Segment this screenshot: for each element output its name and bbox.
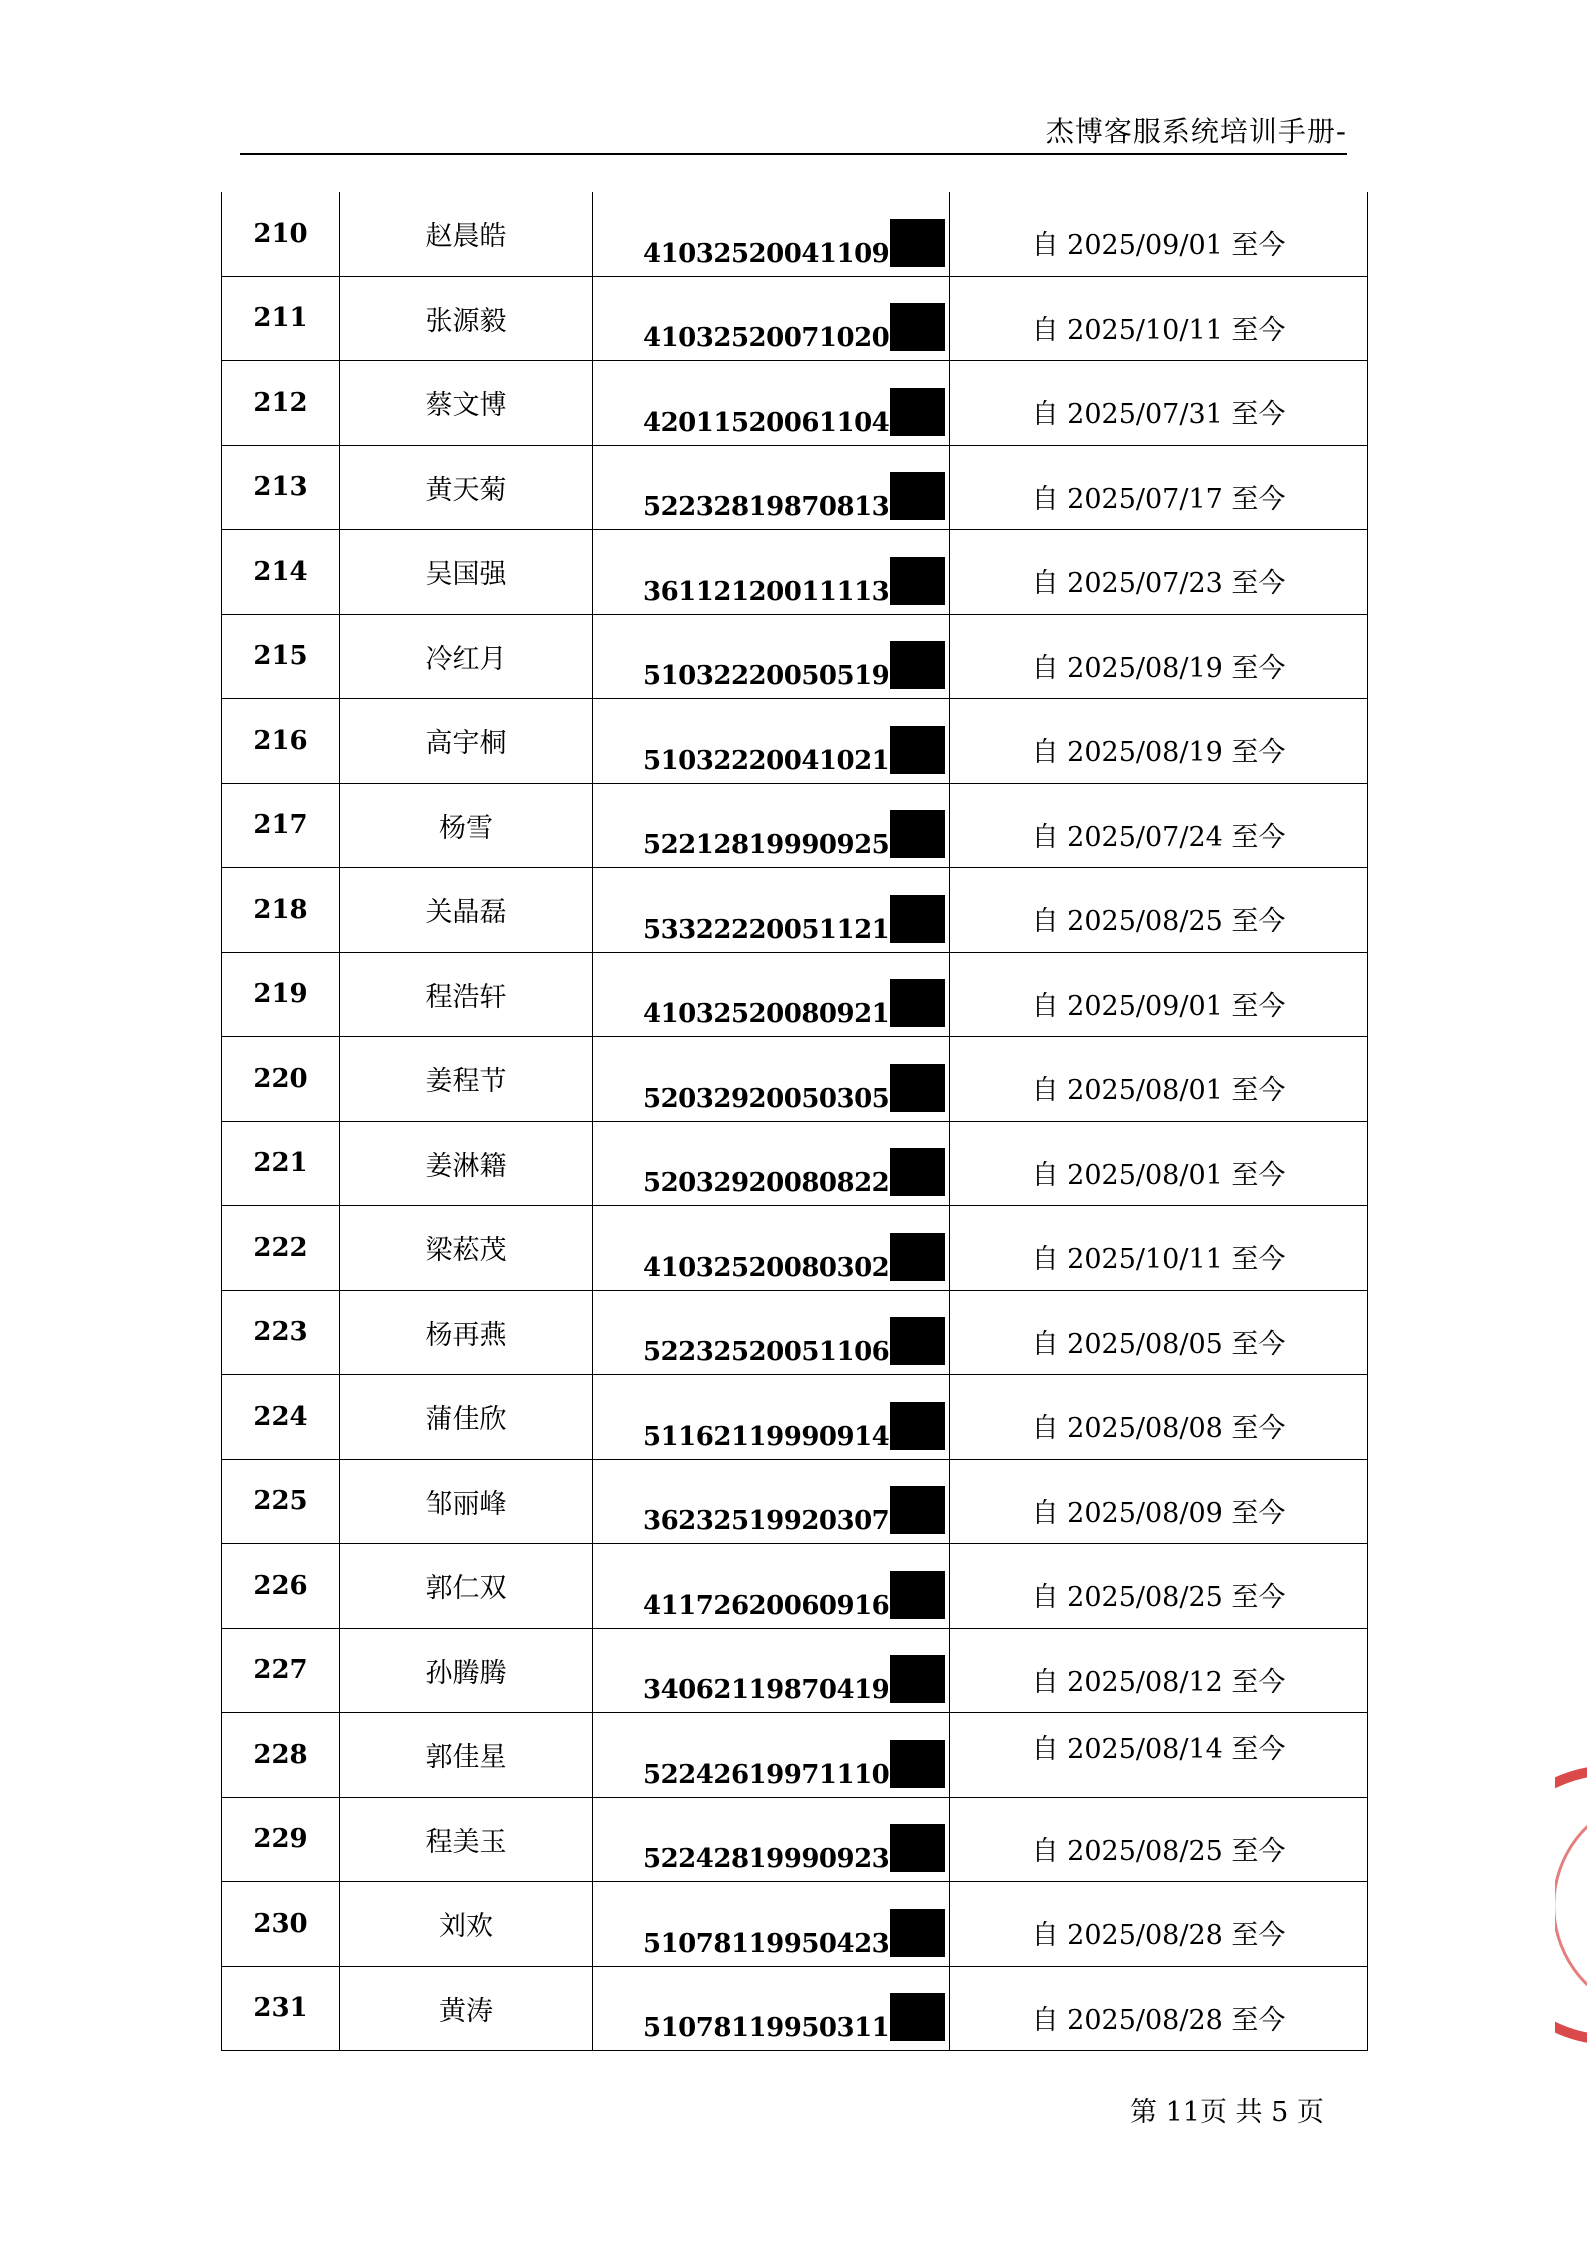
redaction-block — [890, 303, 945, 351]
start-date-cell — [950, 530, 1368, 615]
start-date-cell — [950, 192, 1368, 276]
start-date: 自 2025/08/25 至今 — [1031, 906, 1286, 938]
id-number: 41032520071020 — [643, 323, 890, 354]
row-number: 223 — [222, 1290, 340, 1375]
id-number: 34062119870419 — [643, 1675, 890, 1706]
redaction-block — [890, 895, 945, 943]
id-number-cell — [593, 1882, 950, 1967]
start-date-cell — [950, 868, 1368, 953]
table-row — [222, 276, 1368, 361]
table-row — [222, 1206, 1368, 1291]
table-row — [222, 1628, 1368, 1713]
start-date-cell — [950, 1206, 1368, 1291]
start-date-cell — [950, 1459, 1368, 1544]
start-date: 自 2025/07/31 至今 — [1031, 399, 1286, 431]
person-name: 郭仁双 — [340, 1544, 593, 1629]
table-row — [222, 361, 1368, 446]
id-number-group — [643, 303, 945, 354]
start-date: 自 2025/07/17 至今 — [1031, 483, 1286, 515]
id-number: 51032220050519 — [643, 661, 890, 692]
id-number-cell — [593, 1206, 950, 1291]
official-seal-stamp — [1555, 1760, 1587, 2050]
start-date-cell — [950, 783, 1368, 868]
id-number-group — [643, 641, 945, 692]
id-number: 51032220041021 — [643, 745, 890, 776]
redaction-block — [890, 979, 945, 1027]
redaction-block — [890, 1909, 945, 1957]
id-number: 41172620060916 — [643, 1590, 890, 1621]
redaction-block — [890, 1233, 945, 1281]
row-number: 221 — [222, 1121, 340, 1206]
person-name: 黄天菊 — [340, 445, 593, 530]
redaction-block — [890, 1655, 945, 1703]
redaction-block — [890, 810, 945, 858]
person-name: 姜程节 — [340, 1037, 593, 1122]
id-number-group — [643, 1993, 945, 2044]
row-number: 217 — [222, 783, 340, 868]
start-date: 自 2025/08/01 至今 — [1031, 1159, 1286, 1191]
id-number-group — [643, 1233, 945, 1281]
table-row — [222, 1966, 1368, 2051]
redaction-block — [890, 1064, 945, 1112]
row-number: 211 — [222, 276, 340, 361]
id-number-cell — [593, 1121, 950, 1206]
table-row — [222, 1290, 1368, 1375]
start-date: 自 2025/10/11 至今 — [1031, 314, 1286, 346]
person-name: 郭佳星 — [340, 1713, 593, 1798]
start-date: 自 2025/08/28 至今 — [1031, 1920, 1286, 1952]
id-number-group — [643, 1148, 945, 1199]
redaction-block — [890, 726, 945, 774]
id-number-cell — [593, 361, 950, 446]
start-date: 自 2025/08/25 至今 — [1031, 1835, 1286, 1867]
row-number: 216 — [222, 699, 340, 784]
id-number-cell — [593, 1290, 950, 1375]
table-row — [222, 1375, 1368, 1460]
person-name: 冷红月 — [340, 614, 593, 699]
table-row — [222, 783, 1368, 868]
table-row — [222, 1797, 1368, 1882]
person-name: 赵晨皓 — [340, 192, 593, 276]
id-number-group — [643, 557, 945, 605]
start-date-cell — [950, 1037, 1368, 1122]
id-number-group — [643, 219, 945, 267]
id-number: 51078119950311 — [643, 2013, 890, 2044]
start-date-cell — [950, 361, 1368, 446]
id-number-cell — [593, 192, 950, 276]
person-name: 关晶磊 — [340, 868, 593, 953]
row-number: 219 — [222, 952, 340, 1037]
start-date: 自 2025/09/01 至今 — [1031, 990, 1286, 1022]
person-name: 程浩轩 — [340, 952, 593, 1037]
id-number: 52032920080822 — [643, 1168, 890, 1199]
id-number-group — [643, 1740, 945, 1788]
redaction-block — [890, 1740, 945, 1788]
id-number: 51078119950423 — [643, 1928, 890, 1959]
person-name: 吴国强 — [340, 530, 593, 615]
start-date: 自 2025/08/09 至今 — [1031, 1497, 1286, 1529]
person-name: 高宇桐 — [340, 699, 593, 784]
row-number: 229 — [222, 1797, 340, 1882]
row-number: 228 — [222, 1713, 340, 1798]
id-number: 36112120011113 — [643, 576, 890, 607]
roster-table — [221, 192, 1368, 2051]
redaction-block — [890, 1824, 945, 1872]
id-number-cell — [593, 1375, 950, 1460]
id-number-cell — [593, 614, 950, 699]
start-date-cell — [950, 699, 1368, 784]
id-number-cell — [593, 699, 950, 784]
id-number: 52232520051106 — [643, 1337, 890, 1368]
id-number-cell — [593, 868, 950, 953]
person-name: 梁菘茂 — [340, 1206, 593, 1291]
redaction-block — [890, 641, 945, 689]
redaction-block — [890, 557, 945, 605]
row-number: 210 — [222, 192, 340, 276]
id-number: 52242819990923 — [643, 1844, 890, 1875]
row-number: 222 — [222, 1206, 340, 1291]
table-row — [222, 1121, 1368, 1206]
id-number: 52232819870813 — [643, 492, 890, 523]
start-date-cell — [950, 1375, 1368, 1460]
redaction-block — [890, 1148, 945, 1196]
start-date-cell — [950, 1882, 1368, 1967]
redaction-block — [890, 1993, 945, 2041]
row-number: 215 — [222, 614, 340, 699]
id-number-group — [643, 1655, 945, 1706]
start-date: 自 2025/08/19 至今 — [1031, 737, 1286, 769]
row-number: 230 — [222, 1882, 340, 1967]
table-row — [222, 1544, 1368, 1629]
start-date-cell — [950, 952, 1368, 1037]
person-name: 蔡文博 — [340, 361, 593, 446]
id-number-group — [643, 1317, 945, 1368]
start-date: 自 2025/08/19 至今 — [1031, 652, 1286, 684]
id-number-group — [643, 1064, 945, 1112]
redaction-block — [890, 1571, 945, 1619]
id-number-cell — [593, 1544, 950, 1629]
person-name: 程美玉 — [340, 1797, 593, 1882]
table-row — [222, 614, 1368, 699]
start-date: 自 2025/08/14 至今 — [1031, 1734, 1286, 1766]
id-number-group — [643, 472, 945, 523]
row-number: 225 — [222, 1459, 340, 1544]
id-number-group — [643, 1824, 945, 1875]
redaction-block — [890, 219, 945, 267]
start-date: 自 2025/08/25 至今 — [1031, 1582, 1286, 1614]
id-number: 51162119990914 — [643, 1421, 890, 1452]
id-number: 52242619971110 — [643, 1759, 890, 1790]
id-number-group — [643, 1402, 945, 1450]
id-number-cell — [593, 1628, 950, 1713]
start-date: 自 2025/07/23 至今 — [1031, 568, 1286, 600]
id-number-cell — [593, 276, 950, 361]
person-name: 蒲佳欣 — [340, 1375, 593, 1460]
id-number-group — [643, 1571, 945, 1619]
id-number: 52032920050305 — [643, 1083, 890, 1114]
start-date: 自 2025/08/01 至今 — [1031, 1075, 1286, 1107]
table-row — [222, 1459, 1368, 1544]
header-divider — [240, 153, 1347, 155]
table-row — [222, 530, 1368, 615]
start-date-cell — [950, 1544, 1368, 1629]
row-number: 226 — [222, 1544, 340, 1629]
id-number-cell — [593, 445, 950, 530]
id-number-group — [643, 726, 945, 774]
row-number: 218 — [222, 868, 340, 953]
id-number-cell — [593, 1037, 950, 1122]
id-number-group — [643, 388, 945, 436]
id-number-cell — [593, 783, 950, 868]
person-name: 杨再燕 — [340, 1290, 593, 1375]
id-number: 36232519920307 — [643, 1506, 890, 1537]
id-number-group — [643, 895, 945, 943]
table-row — [222, 699, 1368, 784]
table-row — [222, 868, 1368, 953]
start-date-cell — [950, 1713, 1368, 1798]
id-number-cell — [593, 530, 950, 615]
start-date-cell — [950, 445, 1368, 530]
id-number: 42011520061104 — [643, 407, 890, 438]
id-number: 41032520080302 — [643, 1252, 890, 1283]
start-date: 自 2025/08/08 至今 — [1031, 1413, 1286, 1445]
table-row — [222, 1713, 1368, 1798]
redaction-block — [890, 1486, 945, 1534]
table-row — [222, 1037, 1368, 1122]
start-date-cell — [950, 614, 1368, 699]
row-number: 227 — [222, 1628, 340, 1713]
redaction-block — [890, 1317, 945, 1365]
page-footer: 第 11页 共 5 页 — [1130, 2097, 1324, 2128]
table-row — [222, 1882, 1368, 1967]
start-date-cell — [950, 1966, 1368, 2051]
person-name: 张源毅 — [340, 276, 593, 361]
start-date-cell — [950, 1797, 1368, 1882]
table-row — [222, 192, 1368, 276]
redaction-block — [890, 388, 945, 436]
person-name: 黄涛 — [340, 1966, 593, 2051]
person-name: 邹丽峰 — [340, 1459, 593, 1544]
header-title: 杰博客服系统培训手册- — [1045, 115, 1347, 148]
person-name: 孙腾腾 — [340, 1628, 593, 1713]
id-number: 53322220051121 — [643, 914, 890, 945]
id-number-cell — [593, 1797, 950, 1882]
id-number-cell — [593, 1459, 950, 1544]
start-date: 自 2025/09/01 至今 — [1031, 230, 1286, 262]
id-number-cell — [593, 1713, 950, 1798]
row-number: 231 — [222, 1966, 340, 2051]
id-number-cell — [593, 1966, 950, 2051]
person-name: 杨雪 — [340, 783, 593, 868]
id-number: 41032520080921 — [643, 999, 890, 1030]
person-name: 刘欢 — [340, 1882, 593, 1967]
start-date-cell — [950, 1290, 1368, 1375]
id-number-group — [643, 810, 945, 861]
id-number-group — [643, 979, 945, 1030]
table-row — [222, 445, 1368, 530]
row-number: 220 — [222, 1037, 340, 1122]
id-number: 52212819990925 — [643, 830, 890, 861]
id-number-group — [643, 1909, 945, 1957]
row-number: 213 — [222, 445, 340, 530]
start-date: 自 2025/07/24 至今 — [1031, 821, 1286, 853]
id-number: 41032520041109 — [643, 238, 890, 269]
id-number-cell — [593, 952, 950, 1037]
redaction-block — [890, 472, 945, 520]
table-row — [222, 952, 1368, 1037]
start-date: 自 2025/08/05 至今 — [1031, 1328, 1286, 1360]
start-date: 自 2025/08/28 至今 — [1031, 2004, 1286, 2036]
redaction-block — [890, 1402, 945, 1450]
start-date: 自 2025/08/12 至今 — [1031, 1666, 1286, 1698]
person-name: 姜淋籍 — [340, 1121, 593, 1206]
row-number: 224 — [222, 1375, 340, 1460]
id-number-group — [643, 1486, 945, 1537]
start-date-cell — [950, 1121, 1368, 1206]
start-date: 自 2025/10/11 至今 — [1031, 1244, 1286, 1276]
row-number: 212 — [222, 361, 340, 446]
start-date-cell — [950, 1628, 1368, 1713]
row-number: 214 — [222, 530, 340, 615]
start-date-cell — [950, 276, 1368, 361]
